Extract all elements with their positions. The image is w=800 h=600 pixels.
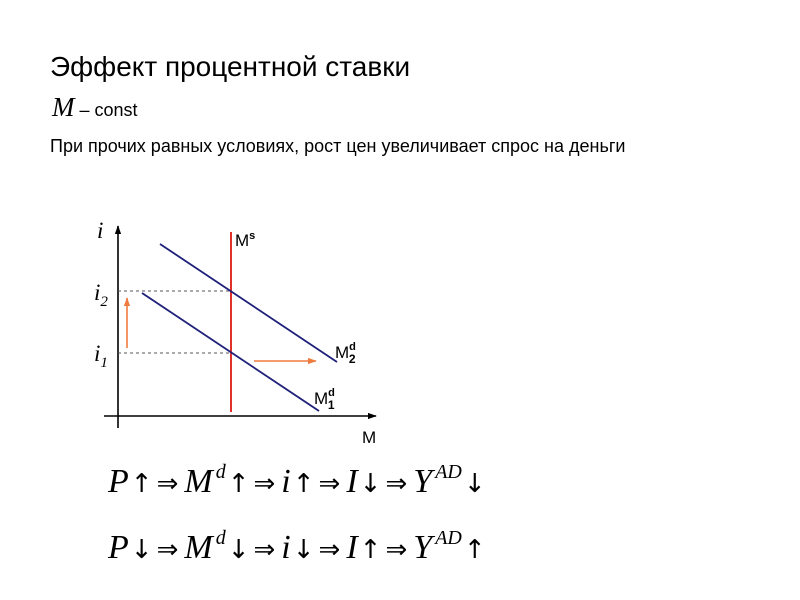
transmission-chain-price-decrease [108,528,488,572]
implies-arrow-icon: ⇒ [253,469,276,499]
i1-label: $i_1$ [94,341,108,371]
chain-variable-superscript: d [215,527,226,549]
money-demand-1-label: $M^d$ 1 [314,387,335,412]
arrow-down-icon: ↓ [130,535,153,565]
money-demand-2-line [160,244,337,362]
chain-variable: Y [413,463,433,500]
chain-variable: i [281,529,291,566]
arrow-up-icon: ↑ [463,535,486,565]
y-axis-label: i [97,218,104,243]
arrow-up-icon: ↑ [130,469,153,499]
chain-variable-superscript: AD [435,461,462,483]
chain-variable: P [108,529,129,566]
chain-variable-superscript: d [215,461,226,483]
arrow-down-icon: ↓ [463,469,486,499]
implies-arrow-icon: ⇒ [156,469,179,499]
i2-label: $i_2$ [94,280,108,310]
chain-variable: M [184,529,213,566]
chain-variable-superscript: AD [435,527,462,549]
implies-arrow-icon: ⇒ [318,535,341,565]
arrow-down-icon: ↓ [359,469,382,499]
implies-arrow-icon: ⇒ [318,469,341,499]
money-demand-2-label: $M^d$ 2 [335,341,356,366]
chain-variable: I [346,529,358,566]
arrow-down-icon: ↓ [227,535,250,565]
arrow-down-icon: ↓ [292,535,315,565]
transmission-chain-price-increase [108,462,488,506]
implies-arrow-icon: ⇒ [385,469,408,499]
arrow-up-icon: ↑ [227,469,250,499]
ceteris-paribus-note: При прочих равных условиях, рост цен увеличивает спрос на деньги [50,136,626,156]
slide-title: Эффект процентной ставки [50,51,411,82]
arrow-up-icon: ↑ [359,535,382,565]
implies-arrow-icon: ⇒ [156,535,179,565]
money-supply-label: $M^s$ [235,230,256,250]
chain-variable: I [346,463,358,500]
money-variable: M [52,92,75,122]
chain-variable: i [281,463,291,500]
chain-variable: P [108,463,129,500]
implies-arrow-icon: ⇒ [385,535,408,565]
chain-variable: Y [413,529,433,566]
arrow-up-icon: ↑ [292,469,315,499]
x-axis-label: M [362,428,377,447]
money-constant-suffix: – const [74,100,138,120]
implies-arrow-icon: ⇒ [253,535,276,565]
chain-variable: M [184,463,213,500]
